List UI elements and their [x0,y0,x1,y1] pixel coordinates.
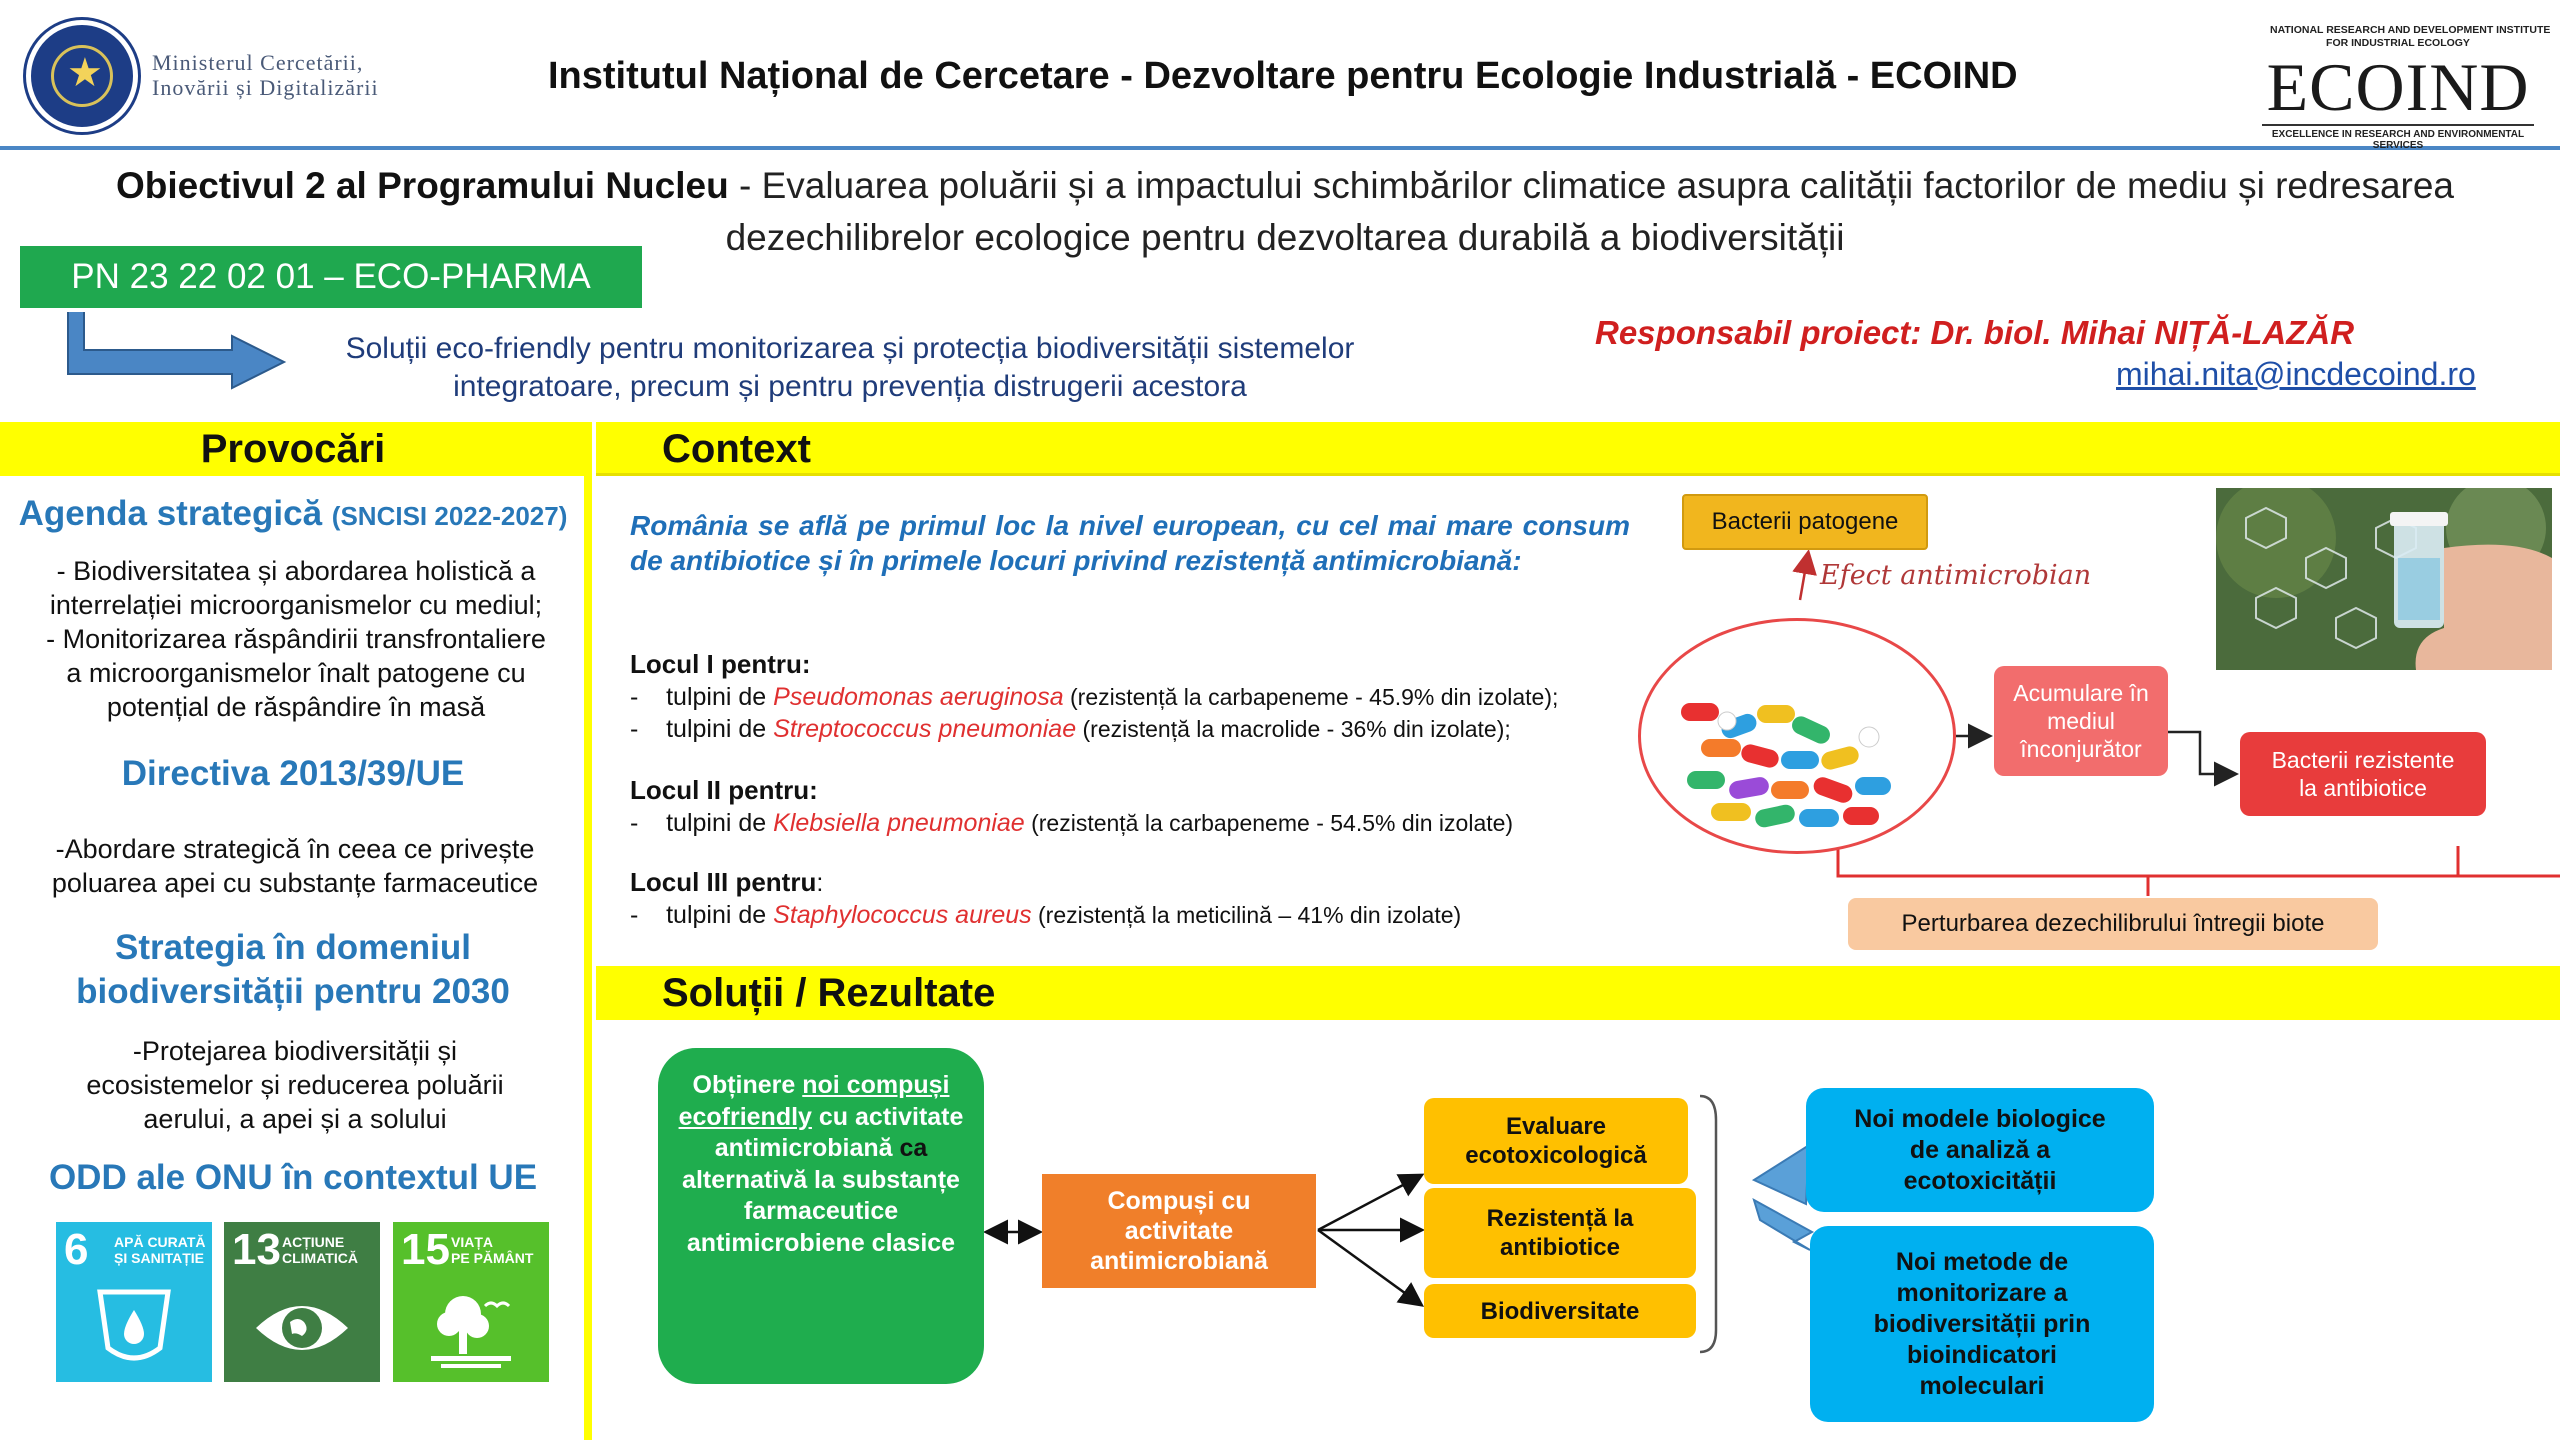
box-line: Noi modele biologice [1854,1104,2106,1133]
strain-prefix: tulpini de [666,901,774,929]
strategy-heading-line: biodiversității pentru 2030 [76,972,510,1011]
resistance-note: (rezistență la macrolide - 36% din izolate); [1076,716,1511,742]
box-line: biodiversității prin [1873,1309,2091,1338]
strain-prefix: tulpini de [666,809,774,837]
box-line: Rezistență la [1486,1205,1634,1232]
pills-icon [1641,621,1956,854]
strategy-line: ecosistemelor și reducerea poluării [86,1070,504,1100]
box-line: antimicrobiană [1090,1247,1268,1275]
box-line: la antibiotice [2299,775,2427,801]
species-name: Staphylococcus aureus [773,901,1032,929]
box-line: Noi metode de [1895,1247,2069,1276]
box-line: bioindicatori [1906,1340,2057,1369]
box-line: Acumulare în [2013,680,2149,706]
resistant-bacteria-box [2240,732,2486,816]
obtain-underlined: ecofriendly [678,1102,812,1131]
obtain-text: cu activitate antimicrobiană [714,1102,964,1162]
box-line: monitorizare a [1896,1278,2068,1307]
resistance-note: (rezistență la carbapeneme - 45.9% din izolate); [1063,684,1559,710]
ecotoxicological-evaluation-box [1424,1098,1688,1184]
resistance-note: (rezistență la carbapeneme - 54.5% din izolate) [1024,810,1514,836]
sdg-label-line: ȘI SANITAȚIE [114,1250,204,1266]
rank-2-item: - tulpini de Klebsiella pneumoniae (rezistență la carbapeneme - 54.5% din izolate) [630,809,1514,837]
water-drop-icon [86,1288,182,1372]
box-line: înconjurător [2020,736,2142,762]
box-line: Compuși cu [1107,1187,1251,1215]
monitoring-methods-box [1810,1226,2154,1422]
ecoind-logo: ECOIND [2266,49,2530,125]
strategy-text [10,1034,580,1136]
rank-1-title: Locul I pentru: [630,649,811,679]
antimicrobial-compounds-box [1042,1174,1316,1288]
box-line: mediul [2047,708,2115,734]
ecoind-top-line: FOR INDUSTRIAL ECOLOGY [2326,37,2470,49]
sdg-label [114,1234,206,1266]
sdg-label-line: APĂ CURATĂ [114,1234,206,1250]
agenda-line: - Biodiversitatea și abordarea holistică a [56,556,536,586]
strain-prefix: tulpini de [666,715,774,743]
directive-line: -Abordare strategică în ceea ce privește [55,834,535,864]
obtain-text: alternativă la substanțe farmaceutice antimicrobiene clasice [682,1165,960,1257]
sdg-label-line: ACȚIUNE [282,1234,345,1250]
sdg-label [451,1234,543,1266]
solution-summary-line: Soluții eco-friendly pentru monitorizarea și protecția biodiversității sistemelor [345,332,1355,365]
rank-2-block [630,774,1513,839]
institute-title: Institutul Național de Cercetare - Dezvoltare pentru Ecologie Industrială - ECOIND [548,55,2018,97]
project-responsible: Responsabil proiect: Dr. biol. Mihai NIȚĂ-LAZĂR [1595,314,2355,351]
directive-text [10,832,580,900]
agenda-suffix: (SNCISI 2022-2027) [331,501,568,531]
biological-models-box [1806,1088,2154,1212]
rank-3-colon: : [816,869,824,897]
directive-heading: Directiva 2013/39/UE [121,754,465,793]
rank-3-block [630,866,1461,931]
solution-summary [290,330,1410,406]
obtain-dark-text: ca [899,1134,928,1162]
sample-vial-photo [2216,488,2552,670]
biota-disturbance-box: Perturbarea dezechilibrului întregii biote [1848,898,2378,950]
vial-hand-image-icon [2216,488,2552,670]
agenda-line: interrelației microorganismelor cu mediul; [49,590,543,620]
sdg-15-tile [393,1222,549,1382]
new-compounds-box [658,1048,984,1384]
strain-prefix: tulpini de [666,683,774,711]
antibiotic-resistance-box [1424,1188,1696,1278]
box-line: ecotoxicologică [1465,1142,1647,1169]
strategy-heading [0,926,586,1014]
rank-3-item: - tulpini de Staphylococcus aureus (rezistență la meticilină – 41% din izolate) [630,901,1462,929]
objective-description: - Evaluarea poluării și a impactului schimbărilor climatice asupra calității factorilor de mediu și redresarea dezechilibrelor ecologice pentru dezvoltarea durabilă a biodiversității [725,165,2455,258]
strategy-line: aerului, a apei și a solului [143,1104,447,1134]
rank-2-title: Locul II pentru: [630,775,818,805]
agenda-heading [0,492,586,538]
obtain-text: Obținere [692,1071,803,1099]
eye-globe-icon [254,1288,350,1372]
sdg-label [282,1234,374,1266]
ecoind-top-text [2270,24,2551,50]
strategy-heading-line: Strategia în domeniul [115,928,471,967]
pills-illustration [1638,618,1956,854]
ecoind-tagline: EXCELLENCE IN RESEARCH AND ENVIRONMENTAL SERVICES [2262,124,2534,151]
ecoind-top-line: NATIONAL RESEARCH AND DEVELOPMENT INSTITUTE [2270,24,2551,36]
sdg-number: 15 [401,1225,450,1274]
rank-3-title: Locul III pentru [630,867,817,897]
box-line: Bacterii rezistente [2271,747,2455,773]
species-name: Streptococcus pneumoniae [773,715,1077,743]
box-line: Evaluare [1505,1113,1607,1140]
biodiversity-box: Biodiversitate [1424,1284,1696,1338]
species-name: Pseudomonas aeruginosa [773,683,1064,711]
sdg-label-line: VIAȚA [451,1234,493,1250]
agenda-text [8,554,584,724]
context-intro: România se află pe primul loc la nivel european, cu cel mai mare consum de antibiotice și în primele locuri privind rezistență antimicrobiană: [630,510,1630,576]
strategy-line: -Protejarea biodiversității și [132,1036,458,1066]
contact-email-link[interactable]: mihai.nita@incdecoind.ro [2116,356,2476,392]
header [0,0,2560,150]
sdg-number: 6 [64,1225,89,1274]
antimicrobial-effect-label: Efect antimicrobian [1820,560,2092,591]
sdg-label-line: PE PĂMÂNT [451,1250,534,1266]
ministry-name [152,50,379,100]
ministry-line: Inovării și Digitalizării [152,75,379,100]
section-title-challenges: Provocări [0,422,586,476]
project-code: PN 23 22 02 01 – ECO-PHARMA [20,246,642,308]
tree-bird-icon [423,1288,519,1372]
box-line: antibiotice [1499,1234,1620,1261]
resistance-note: (rezistență la meticilină – 41% din izolate) [1031,902,1462,928]
box-line: de analiză a [1909,1135,2051,1164]
pathogenic-bacteria-box: Bacterii patogene [1682,494,1928,550]
section-title-context: Context [596,422,2560,476]
arrow-right-icon [64,312,294,392]
odd-heading: ODD ale ONU în contextul UE [48,1158,538,1197]
species-name: Klebsiella pneumoniae [773,809,1025,837]
sdg-label-line: CLIMATICĂ [282,1250,358,1266]
ministry-line: Ministerul Cercetării, [152,50,364,75]
rank-1-item: - tulpini de Streptococcus pneumoniae (rezistență la macrolide - 36% din izolate); [630,715,1511,743]
sdg-number: 13 [232,1225,281,1274]
box-line: activitate [1124,1217,1234,1245]
solution-summary-line: integratoare, precum și pentru prevenția distrugerii acestora [453,370,1247,403]
directive-line: poluarea apei cu substanțe farmaceutice [51,868,539,898]
box-line: moleculari [1919,1371,2045,1400]
sdg-13-tile [224,1222,380,1382]
agenda-line: potențial de răspândire în masă [106,692,486,722]
box-line: ecotoxicității [1903,1166,2057,1195]
agenda-title: Agenda strategică [18,494,323,533]
rank-1-block [630,648,1558,745]
agenda-line: - Monitorizarea răspândirii transfrontaliere [46,624,546,654]
government-seal-icon: ★ [26,20,138,132]
rank-1-item: - tulpini de Pseudomonas aeruginosa (rezistență la carbapeneme - 45.9% din izolate); [630,683,1559,711]
objective-label: Obiectivul 2 al Programului Nucleu [115,165,729,206]
sdg-6-tile [56,1222,212,1382]
agenda-line: a microorganismelor înalt patogene cu [66,658,526,688]
obtain-underlined: noi compuși [802,1071,950,1099]
section-title-solutions: Soluții / Rezultate [596,966,2560,1020]
environmental-accumulation-box [1994,666,2168,776]
